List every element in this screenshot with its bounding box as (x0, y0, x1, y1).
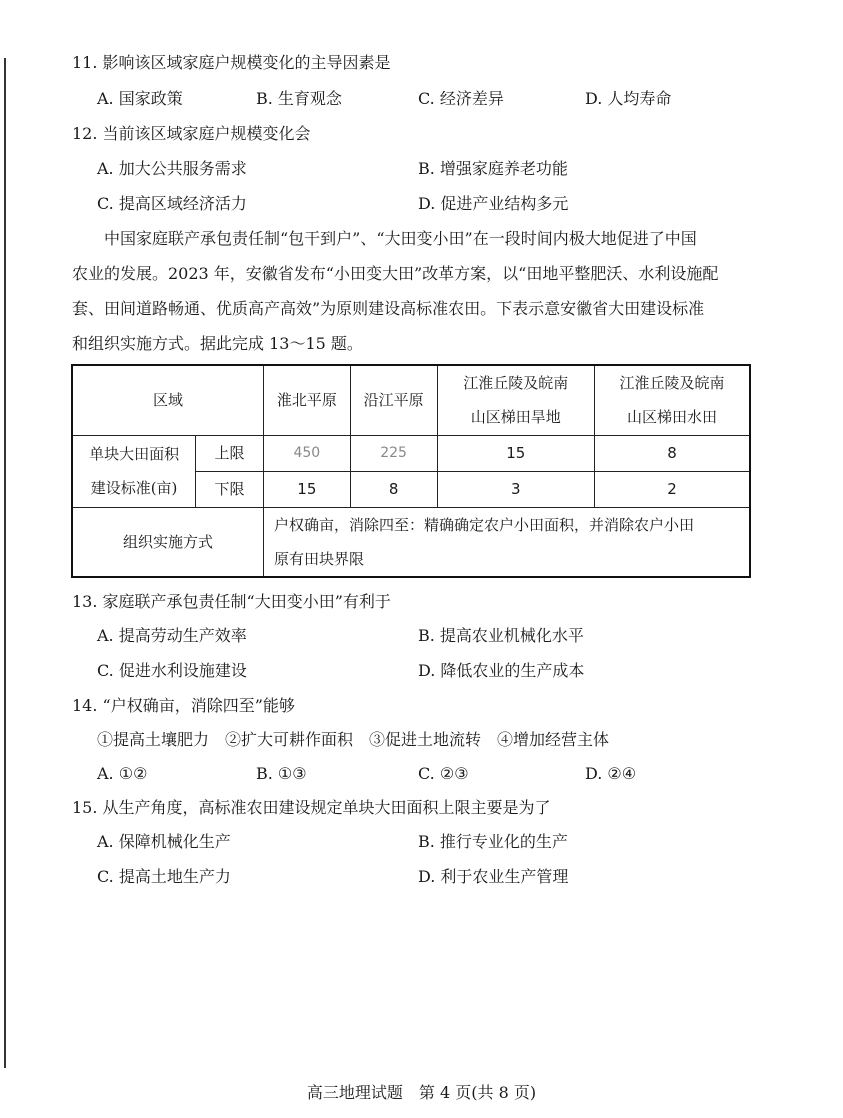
table-header-paddy-line2: 山区梯田水田 (626, 408, 717, 427)
q15-option-b: B. 推行专业化的生产 (418, 832, 568, 851)
q11-option-a: A. 国家政策 (97, 89, 183, 108)
q14-option-a: A. ①② (97, 764, 148, 783)
table-header-yanjiang: 沿江平原 (350, 365, 437, 435)
table-lower-huaibei: 15 (263, 471, 350, 507)
table-upper-huaibei: 450 (263, 435, 350, 471)
q12-option-b: B. 增强家庭养老功能 (418, 159, 568, 178)
q14-option-c: C. ②③ (418, 764, 469, 783)
q13-option-d: D. 降低农业的生产成本 (418, 661, 585, 680)
table-org-text-line1: 户权确亩，消除四至：精确确定农户小田面积，并消除农户小田 (273, 515, 694, 534)
q13-stem: 13. 家庭联产承包责任制“大田变小田”有利于 (72, 592, 391, 611)
table-upper-yanjiang: 225 (350, 435, 437, 471)
passage-line-2: 农业的发展。2023 年，安徽省发布“小田变大田”改革方案，以“田地平整肥沃、水利设施配 (72, 264, 719, 283)
table-row-label (72, 435, 196, 507)
q15-option-a: A. 保障机械化生产 (97, 832, 231, 851)
q12-option-c: C. 提高区域经济活力 (97, 194, 247, 213)
table-header-dryland-line1: 江淮丘陵及皖南 (463, 374, 569, 393)
page-footer: 高三地理试题 第 4 页(共 8 页) (306, 1083, 537, 1102)
q11-stem: 11. 影响该区域家庭户规模变化的主导因素是 (72, 53, 391, 72)
farmland-standard-table (71, 364, 751, 578)
q15-stem: 15. 从生产角度，高标准农田建设规定单块大田面积上限主要是为了 (72, 798, 551, 817)
table-header-huaibei: 淮北平原 (263, 365, 350, 435)
table-upper-dryland: 15 (437, 435, 594, 471)
table-row-label-line2: 建设标准(亩) (90, 479, 178, 497)
q15-option-c: C. 提高土地生产力 (97, 867, 231, 886)
passage-line-4: 和组织实施方式。据此完成 13～15 题。 (72, 334, 363, 353)
table-header-paddy (594, 365, 750, 435)
table-org-text-line2: 原有田块界限 (273, 549, 364, 568)
q12-option-d: D. 促进产业结构多元 (418, 194, 569, 213)
passage-line-1: 中国家庭联产承包责任制“包干到户”、“大田变小田”在一段时间内极大地促进了中国 (104, 229, 697, 248)
table-header-region: 区域 (72, 365, 263, 435)
table-lower-yanjiang: 8 (350, 471, 437, 507)
table-upper-paddy: 8 (594, 435, 750, 471)
q11-option-b: B. 生育观念 (256, 89, 342, 108)
table-upper-label: 上限 (196, 435, 264, 471)
passage-line-3: 套、田间道路畅通、优质高产高效”为原则建设高标准农田。下表示意安徽省大田建设标准 (72, 299, 705, 318)
q14-option-b: B. ①③ (256, 764, 307, 783)
table-lower-dryland: 3 (437, 471, 594, 507)
q13-option-a: A. 提高劳动生产效率 (97, 626, 247, 645)
q11-option-c: C. 经济差异 (418, 89, 504, 108)
q14-option-d: D. ②④ (585, 764, 637, 783)
q12-option-a: A. 加大公共服务需求 (97, 159, 247, 178)
left-margin-rule (4, 58, 6, 1068)
q13-option-c: C. 促进水利设施建设 (97, 661, 247, 680)
q12-stem: 12. 当前该区域家庭户规模变化会 (72, 124, 311, 143)
table-lower-label: 下限 (196, 471, 264, 507)
q13-option-b: B. 提高农业机械化水平 (418, 626, 584, 645)
table-lower-paddy: 2 (594, 471, 750, 507)
table-header-dryland (437, 365, 594, 435)
q11-option-d: D. 人均寿命 (585, 89, 672, 108)
table-header-paddy-line1: 江淮丘陵及皖南 (619, 374, 725, 393)
q14-statements: ①提高土壤肥力 ②扩大可耕作面积 ③促进土地流转 ④增加经营主体 (97, 730, 610, 749)
q15-option-d: D. 利于农业生产管理 (418, 867, 569, 886)
table-header-dryland-line2: 山区梯田旱地 (470, 408, 561, 427)
table-org-label: 组织实施方式 (72, 507, 263, 577)
table-row-label-line1: 单块大田面积 (89, 445, 180, 463)
q14-stem: 14. “户权确亩，消除四至”能够 (72, 696, 295, 715)
table-org-text (263, 507, 750, 577)
